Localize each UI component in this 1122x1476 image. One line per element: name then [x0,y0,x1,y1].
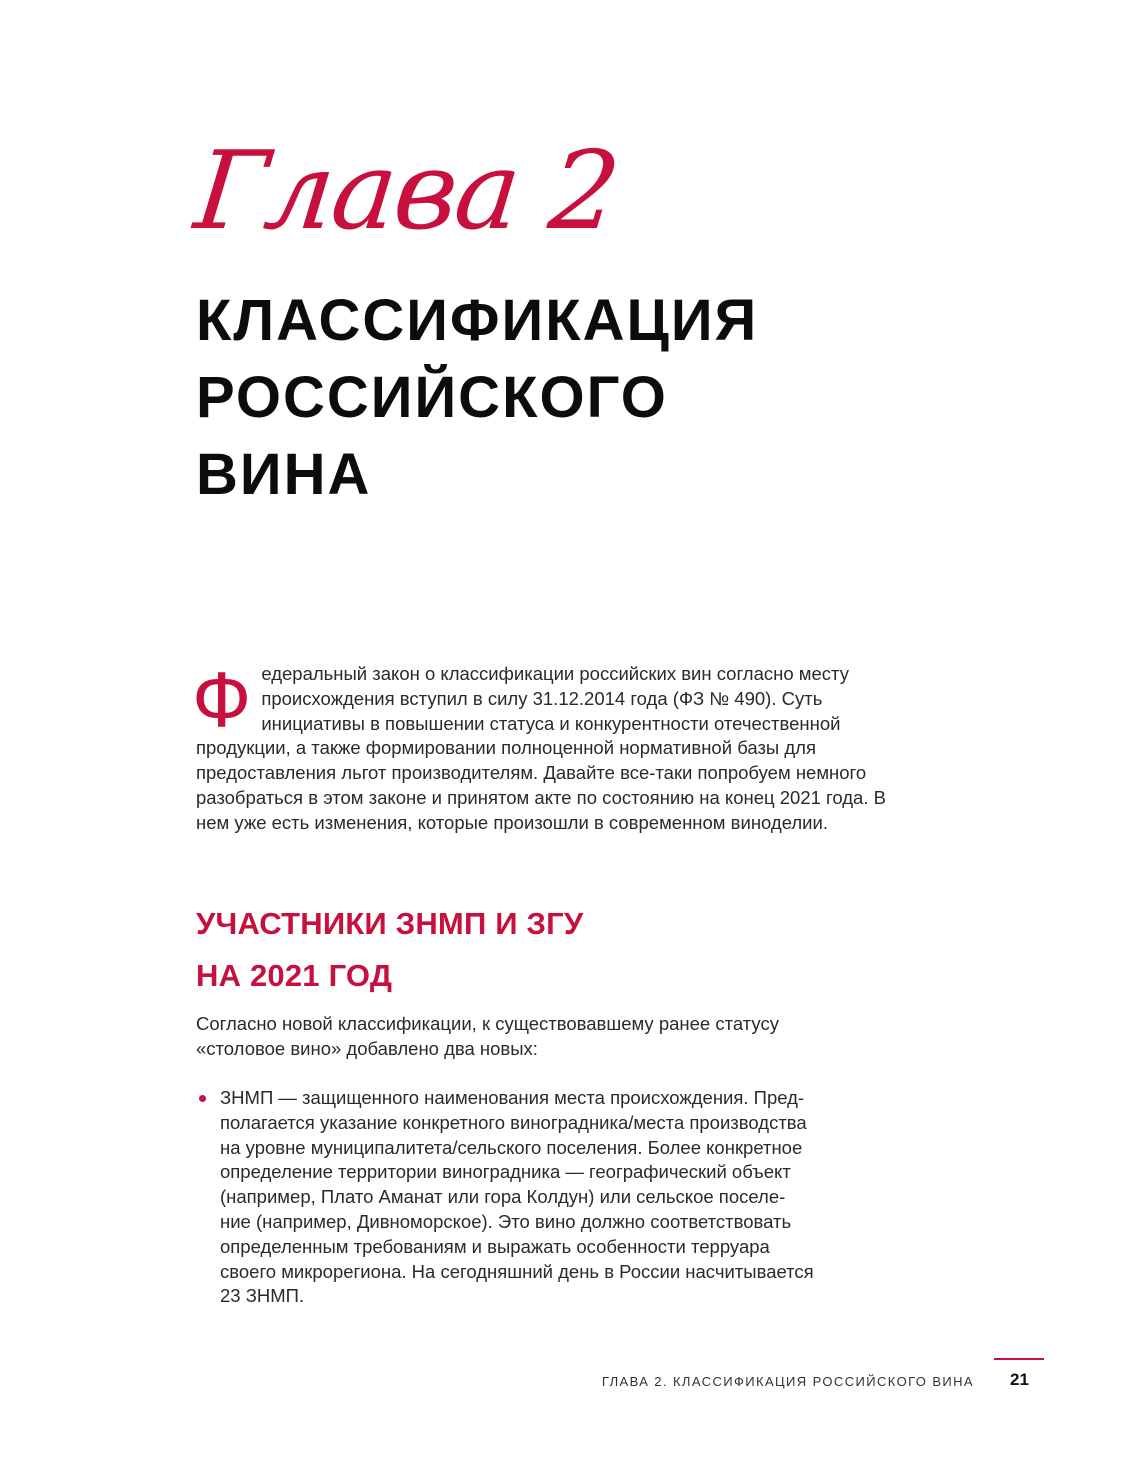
footer-running-title: ГЛАВА 2. КЛАССИФИКАЦИЯ РОССИЙСКОГО ВИНА [601,1374,974,1389]
section-title [196,898,896,1002]
list-item-line: определенным требованиям и выражать особенности терруара [220,1235,770,1257]
intro-text: едеральный закон о классификации российских вин согласно месту происхождения вступил в силу 31.12.2014 года (ФЗ № 490). Суть инициативы в повышении статуса и конкурентности отечественной продукции, а также формировании полноценной нормативной базы для предоставления льгот производителям. Давайте все-таки попробуем немного разобраться в этом законе и принятом акте по состоянию на конец 2021 года. В нем уже есть изменения, которые произошли в современном виноделии. [196,663,886,833]
chapter-script-label: Глава 2 [189,129,624,254]
classification-paragraph [196,1012,896,1062]
bullet-dot-icon [199,1095,206,1102]
chapter-title-line: РОССИЙСКОГО [196,365,668,430]
list-item-line: на уровне муниципалитета/сельского поселения. Более конкретное [220,1136,803,1158]
chapter-title-line: КЛАССИФИКАЦИЯ [196,288,759,353]
list-item-line: (например, Плато Аманат или гора Колдун) или сельское поселе- [220,1186,786,1208]
section-title-line: УЧАСТНИКИ ЗНМП И ЗГУ [196,906,584,941]
list-item-line: своего микрорегиона. На сегодняшний день в России насчитывается [220,1260,814,1282]
page-number: 21 [1010,1370,1029,1389]
list-item-text [220,1086,896,1309]
list-item [196,1086,896,1309]
paragraph-line: Согласно новой классификации, к существовавшему ранее статусу [196,1013,779,1034]
bullet-list [196,1086,896,1309]
footer-accent-line [994,1358,1044,1360]
list-item-line: ЗНМП — защищенного наименования места происхождения. Пред- [220,1087,805,1108]
list-item-line: определение территории виноградника — географический объект [220,1161,791,1183]
chapter-title [196,282,996,513]
dropcap: Ф [192,655,252,743]
list-item-line: ние (например, Дивноморское). Это вино должно соответствовать [220,1210,792,1232]
list-item-line: полагается указание конкретного виноградника/места производства [220,1111,807,1133]
chapter-title-line: ВИНА [196,442,372,507]
list-item-line: 23 ЗНМП. [220,1285,305,1307]
intro-paragraph [192,655,896,836]
paragraph-line: «столовое вино» добавлено два новых: [196,1037,538,1059]
section-title-line: НА 2021 ГОД [196,958,393,993]
